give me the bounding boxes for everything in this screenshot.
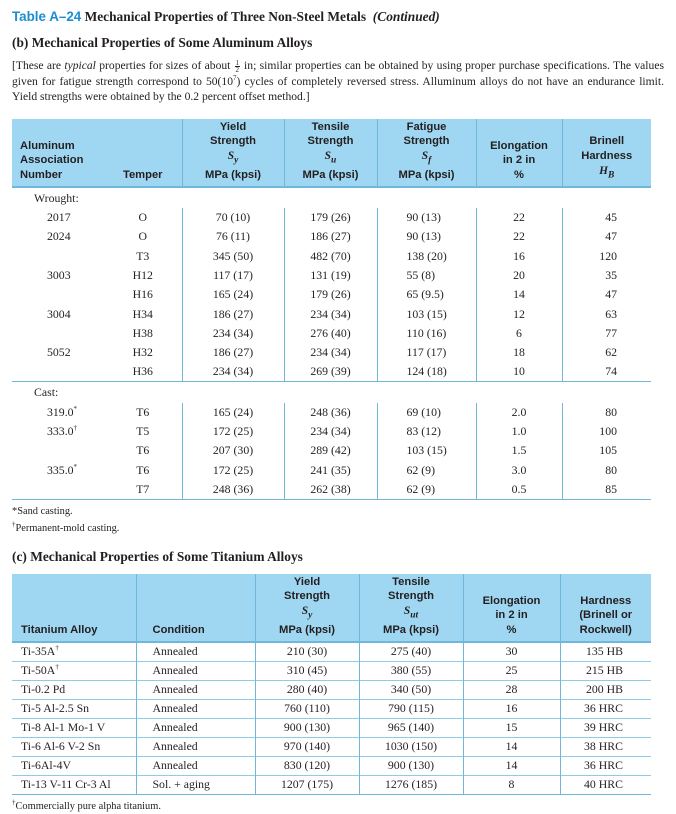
table-row — [12, 227, 651, 246]
footnote-sand-casting: *Sand casting. — [12, 506, 73, 517]
intro-text-4: ) cycles of completely reversed stress. Alluminum alloys do not have an endurance limit. Yield strengths were obtained by the 0.2 percent offset method.] — [12, 74, 664, 104]
cell-tensile: 276 (40) — [284, 324, 377, 343]
cell-elongation: 30 — [463, 642, 560, 661]
cell-elongation: 3.0 — [476, 461, 562, 480]
cell-yield: 76 (11) — [182, 227, 284, 246]
cell-tensile: 248 (36) — [284, 403, 377, 422]
titanium-alloys-table — [12, 574, 651, 795]
cell-yield: 310 (45) — [255, 661, 359, 680]
cell-titanium-alloy — [12, 699, 136, 718]
cell-yield: 280 (40) — [255, 680, 359, 699]
alloy-name: Ti-50A — [21, 663, 56, 677]
alloy-number: 335.0 — [47, 462, 74, 477]
cell-yield: 970 (140) — [255, 737, 359, 756]
cell-tensile: 241 (35) — [284, 461, 377, 480]
cell-brinell: 63 — [562, 304, 651, 323]
cell-temper: O — [138, 229, 148, 244]
table-row — [12, 324, 651, 343]
cell-yield: 345 (50) — [182, 247, 284, 266]
cell-alloy — [12, 422, 104, 441]
cell-elongation: 18 — [476, 343, 562, 362]
wrought-group — [12, 187, 651, 382]
alloy-number: 5052 — [47, 345, 71, 360]
alloy-name: Ti-6 Al-6 V-2 Sn — [21, 739, 101, 753]
cell-yield: 117 (17) — [182, 266, 284, 285]
cell-hardness: 215 HB — [560, 661, 651, 680]
cell-elongation: 14 — [476, 285, 562, 304]
alloy-number: 319.0 — [47, 404, 74, 419]
table-row — [12, 461, 651, 480]
cell-alloy — [12, 403, 104, 422]
col-header-ti-tensile: Tensile Strength $S_{ut}$ MPa (kpsi) — [359, 574, 463, 642]
cell-temper: O — [138, 210, 148, 225]
cell-hardness: 200 HB — [560, 680, 651, 699]
alloy-number: 2017 — [47, 210, 71, 225]
cell-elongation: 22 — [476, 208, 562, 227]
cast-group — [12, 382, 651, 499]
cell-temper: T5 — [136, 424, 150, 439]
table-row — [12, 737, 651, 756]
cell-yield: 210 (30) — [255, 642, 359, 661]
cell-elongation: 14 — [463, 737, 560, 756]
wrought-label: Wrought: — [34, 190, 79, 205]
cell-fatigue: 62 (9) — [377, 461, 476, 480]
footnote-permanent-mold: †Permanent-mold casting. — [12, 520, 120, 534]
cell-titanium-alloy — [12, 718, 136, 737]
cell-brinell: 100 — [562, 422, 651, 441]
col-header-condition: Condition — [136, 574, 255, 642]
cell-alloy — [12, 480, 104, 499]
cell-alloy — [12, 461, 104, 480]
continued-label: (Continued) — [372, 9, 440, 24]
col-header-yield: Yield Strength $S_y$ MPa (kpsi) — [182, 119, 284, 187]
cell-condition: Annealed — [136, 680, 255, 699]
cell-elongation: 2.0 — [476, 403, 562, 422]
alloy-name: Ti-0.2 Pd — [21, 682, 66, 696]
cell-tensile: 131 (19) — [284, 266, 377, 285]
cell-fatigue: 90 (13) — [377, 227, 476, 246]
cell-titanium-alloy — [12, 661, 136, 680]
alloy-footnote-mark: † — [73, 424, 78, 433]
cell-tensile: 262 (38) — [284, 480, 377, 499]
cell-fatigue: 83 (12) — [377, 422, 476, 441]
cell-tensile: 340 (50) — [359, 680, 463, 699]
cell-temper: H36 — [132, 364, 153, 379]
cell-elongation: 1.5 — [476, 441, 562, 460]
cell-fatigue: 90 (13) — [377, 208, 476, 227]
intro-text-1: [These are — [12, 59, 65, 72]
table-row — [12, 208, 651, 227]
cell-titanium-alloy — [12, 756, 136, 775]
cell-tensile: 179 (26) — [284, 285, 377, 304]
intro-text-3: in; similar properties can be obtained by using proper purchase specifications. The values given for fatigue strength correspond to 50(10 — [12, 59, 664, 88]
table-row — [12, 343, 651, 362]
aluminum-header-row — [12, 119, 651, 187]
alloy-name: Ti-13 V-11 Cr-3 Al — [21, 777, 111, 791]
cell-yield: 207 (30) — [182, 441, 284, 460]
cell-brinell: 35 — [562, 266, 651, 285]
cell-temper: H32 — [132, 345, 153, 360]
table-row — [12, 266, 651, 285]
cell-hardness: 38 HRC — [560, 737, 651, 756]
cell-tensile: 179 (26) — [284, 208, 377, 227]
table-row — [12, 304, 651, 323]
cell-elongation: 16 — [476, 247, 562, 266]
footnote-commercially-pure: †Commercially pure alpha titanium. — [12, 798, 161, 812]
cell-tensile: 186 (27) — [284, 227, 377, 246]
cell-condition: Annealed — [136, 642, 255, 661]
cell-alloy — [12, 441, 104, 460]
cell-yield: 172 (25) — [182, 422, 284, 441]
cell-tensile: 234 (34) — [284, 422, 377, 441]
cell-fatigue: 138 (20) — [377, 247, 476, 266]
cell-fatigue: 124 (18) — [377, 362, 476, 381]
cell-temper: T7 — [136, 481, 150, 496]
cell-alloy — [12, 208, 104, 227]
cell-brinell: 105 — [562, 441, 651, 460]
cell-elongation: 12 — [476, 304, 562, 323]
cell-tensile: 1030 (150) — [359, 737, 463, 756]
cell-temper: T6 — [136, 462, 150, 477]
cell-fatigue: 62 (9) — [377, 480, 476, 499]
cell-brinell: 47 — [562, 285, 651, 304]
cell-elongation: 1.0 — [476, 422, 562, 441]
col-header-alloy: Aluminum Association Number — [12, 119, 104, 187]
table-title — [12, 9, 440, 25]
cell-condition: Annealed — [136, 756, 255, 775]
alloy-name: Ti-8 Al-1 Mo-1 V — [21, 720, 106, 734]
table-row — [12, 775, 651, 794]
alloy-number: 3003 — [47, 268, 71, 283]
cell-brinell: 74 — [562, 362, 651, 381]
table-row — [12, 480, 651, 499]
cell-yield: 830 (120) — [255, 756, 359, 775]
intro-exponent: 7 — [233, 73, 237, 82]
cell-elongation: 10 — [476, 362, 562, 381]
cell-hardness: 39 HRC — [560, 718, 651, 737]
alloy-footnote-mark: † — [55, 663, 59, 672]
cell-brinell: 77 — [562, 324, 651, 343]
intro-text-2: properties for sizes of about — [95, 59, 234, 72]
cell-brinell: 80 — [562, 403, 651, 422]
cell-elongation: 28 — [463, 680, 560, 699]
cell-fatigue: 69 (10) — [377, 403, 476, 422]
cell-yield: 248 (36) — [182, 480, 284, 499]
cell-temper: H12 — [132, 268, 153, 283]
cell-fatigue: 103 (15) — [377, 304, 476, 323]
cell-fatigue: 65 (9.5) — [377, 285, 476, 304]
cell-fatigue: 55 (8) — [377, 266, 476, 285]
cell-yield: 70 (10) — [182, 208, 284, 227]
cell-fatigue: 117 (17) — [377, 343, 476, 362]
cell-elongation: 14 — [463, 756, 560, 775]
cell-alloy — [12, 227, 104, 246]
cell-temper: H34 — [132, 306, 153, 321]
cell-elongation: 25 — [463, 661, 560, 680]
cell-fatigue: 103 (15) — [377, 441, 476, 460]
cell-brinell: 85 — [562, 480, 651, 499]
table-row — [12, 680, 651, 699]
cell-elongation: 8 — [463, 775, 560, 794]
cell-condition: Annealed — [136, 699, 255, 718]
cell-brinell: 45 — [562, 208, 651, 227]
alloy-footnote-mark: † — [55, 644, 59, 653]
cell-tensile: 234 (34) — [284, 343, 377, 362]
cell-yield: 234 (34) — [182, 362, 284, 381]
fraction-numerator: 1 — [235, 58, 239, 67]
cell-brinell: 120 — [562, 247, 651, 266]
cell-condition: Sol. + aging — [136, 775, 255, 794]
cell-brinell: 80 — [562, 461, 651, 480]
cell-alloy — [12, 304, 104, 323]
cell-temper: T6 — [136, 443, 150, 458]
cell-tensile: 269 (39) — [284, 362, 377, 381]
cell-elongation: 22 — [476, 227, 562, 246]
cell-elongation: 20 — [476, 266, 562, 285]
intro-typical: typical — [64, 59, 96, 72]
cell-yield: 760 (110) — [255, 699, 359, 718]
aluminum-alloys-table — [12, 119, 651, 500]
table-row — [12, 403, 651, 422]
cell-yield: 900 (130) — [255, 718, 359, 737]
alloy-number: 333.0 — [47, 424, 74, 439]
alloy-name: Ti-6Al-4V — [21, 758, 72, 772]
cell-tensile: 790 (115) — [359, 699, 463, 718]
cell-condition: Annealed — [136, 737, 255, 756]
cell-alloy — [12, 266, 104, 285]
section-c-title: (c) Mechanical Properties of Some Titanium Alloys — [12, 549, 303, 564]
titanium-rows — [12, 642, 651, 794]
cell-yield: 186 (27) — [182, 343, 284, 362]
fraction-denominator: 2 — [235, 65, 239, 74]
section-b-title: (b) Mechanical Properties of Some Aluminum Alloys — [12, 35, 313, 50]
col-header-titanium-alloy: Titanium Alloy — [12, 574, 136, 642]
cell-alloy — [12, 362, 104, 381]
table-row — [12, 422, 651, 441]
col-header-ti-hardness: Hardness (Brinell or Rockwell) — [560, 574, 651, 642]
cell-elongation: 16 — [463, 699, 560, 718]
fraction-one-half — [235, 60, 240, 73]
cell-brinell: 47 — [562, 227, 651, 246]
cell-tensile: 900 (130) — [359, 756, 463, 775]
table-row — [12, 247, 651, 266]
cell-tensile: 234 (34) — [284, 304, 377, 323]
cell-brinell: 62 — [562, 343, 651, 362]
cell-temper: T6 — [136, 404, 150, 419]
cell-tensile: 965 (140) — [359, 718, 463, 737]
titanium-header-row — [12, 574, 651, 642]
cell-tensile: 380 (55) — [359, 661, 463, 680]
table-row — [12, 756, 651, 775]
cell-titanium-alloy — [12, 642, 136, 661]
alloy-footnote-mark: * — [73, 404, 78, 413]
cell-elongation: 6 — [476, 324, 562, 343]
col-header-brinell: Brinell Hardness $H_B$ — [562, 119, 651, 187]
cell-yield: 186 (27) — [182, 304, 284, 323]
col-header-tensile: Tensile Strength $S_u$ MPa (kpsi) — [284, 119, 377, 187]
col-header-ti-yield: Yield Strength $S_y$ MPa (kpsi) — [255, 574, 359, 642]
cell-elongation: 0.5 — [476, 480, 562, 499]
cell-elongation: 15 — [463, 718, 560, 737]
col-header-temper: Temper — [104, 119, 182, 187]
cell-titanium-alloy — [12, 775, 136, 794]
alloy-name: Ti-5 Al-2.5 Sn — [21, 701, 90, 715]
alloy-number: 3004 — [47, 306, 71, 321]
table-row — [12, 661, 651, 680]
cell-yield: 165 (24) — [182, 403, 284, 422]
cell-yield: 172 (25) — [182, 461, 284, 480]
cell-yield: 165 (24) — [182, 285, 284, 304]
alloy-name: Ti-35A — [21, 644, 56, 659]
cell-titanium-alloy — [12, 737, 136, 756]
cell-temper: T3 — [136, 248, 150, 263]
cell-condition: Annealed — [136, 718, 255, 737]
alloy-number: 2024 — [47, 229, 71, 244]
cell-alloy — [12, 343, 104, 362]
cell-tensile: 1276 (185) — [359, 775, 463, 794]
table-row — [12, 718, 651, 737]
table-row — [12, 699, 651, 718]
cell-hardness: 36 HRC — [560, 699, 651, 718]
cell-condition: Annealed — [136, 661, 255, 680]
cell-hardness: 36 HRC — [560, 756, 651, 775]
cell-alloy — [12, 324, 104, 343]
cast-label: Cast: — [34, 384, 59, 399]
table-row — [12, 362, 651, 381]
col-header-ti-elongation: Elongation in 2 in % — [463, 574, 560, 642]
col-header-fatigue: Fatigue Strength $S_f$ MPa (kpsi) — [377, 119, 476, 187]
table-row — [12, 642, 651, 661]
cell-yield: 234 (34) — [182, 324, 284, 343]
cell-alloy — [12, 285, 104, 304]
cell-hardness: 135 HB — [560, 642, 651, 661]
cell-temper: H16 — [132, 287, 153, 302]
cell-titanium-alloy — [12, 680, 136, 699]
cell-fatigue: 110 (16) — [377, 324, 476, 343]
section-b-intro — [12, 58, 664, 105]
cell-temper: H38 — [132, 325, 153, 340]
cell-tensile: 482 (70) — [284, 247, 377, 266]
col-header-elongation: Elongation in 2 in % — [476, 119, 562, 187]
cell-yield: 1207 (175) — [255, 775, 359, 794]
table-row — [12, 441, 651, 460]
cell-tensile: 275 (40) — [359, 642, 463, 661]
table-row — [12, 285, 651, 304]
table-number: Table A–24 — [12, 9, 82, 24]
cell-hardness: 40 HRC — [560, 775, 651, 794]
cell-alloy — [12, 247, 104, 266]
alloy-footnote-mark: * — [73, 462, 78, 471]
table-name: Mechanical Properties of Three Non-Steel Metals — [84, 9, 367, 24]
cell-tensile: 289 (42) — [284, 441, 377, 460]
